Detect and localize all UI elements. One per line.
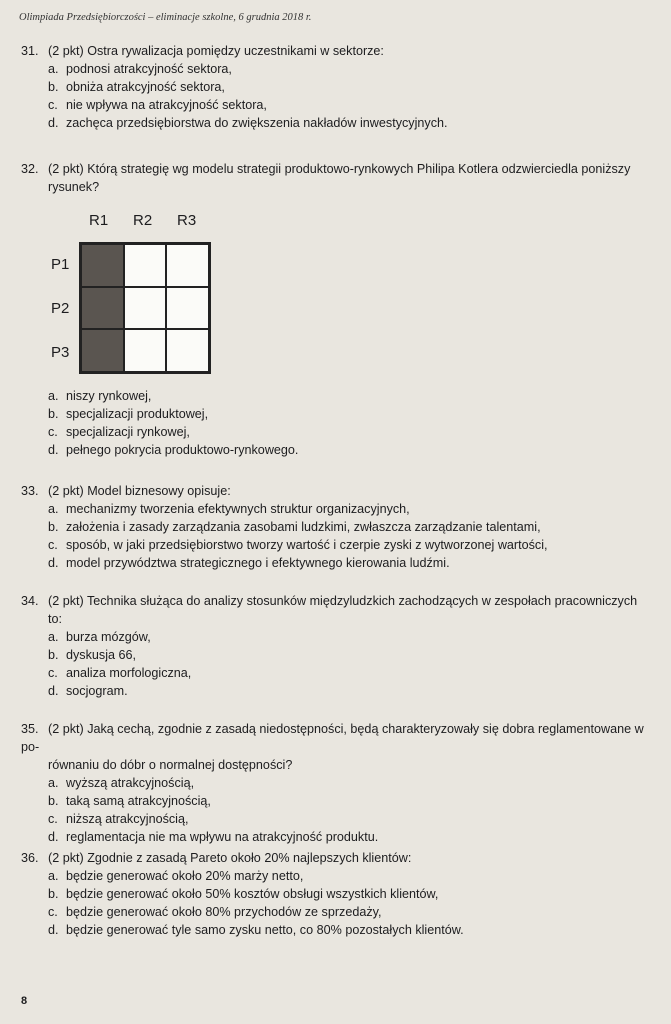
option-c: c. analiza morfologiczna, [48,666,192,680]
question-36 [21,849,661,939]
question-stem: 36. (2 pkt) Zgodnie z zasadą Pareto około 20% najlepszych klientów: [21,851,412,865]
option-d: d. model przywództwa strategicznego i efektywnego kierowania ludźmi. [48,556,450,570]
option-b: b. będzie generować około 50% kosztów obsługi wszystkich klientów, [48,887,439,901]
question-stem: 31. (2 pkt) Ostra rywalizacja pomiędzy uczestnikami w sektorze: [21,44,384,58]
option-b: b. taką samą atrakcyjnością, [48,794,211,808]
option-b: b. założenia i zasady zarządzania zasobami ludzkimi, zwłaszcza zarządzanie talentami, [48,520,541,534]
option-b: b. obniża atrakcyjność sektora, [48,80,225,94]
option-a: a. niszy rynkowej, [48,389,152,403]
matrix-cell-p2-r2 [124,287,167,330]
question-32: 32. (2 pkt) Którą strategię wg modelu strategii produktowo-rynkowych Philipa Kotlera odzwierciedla poniższy rysunek? [21,160,661,196]
matrix-cell-p2-r1 [81,287,124,330]
question-35: 35. (2 pkt) Jaką cechą, zgodnie z zasadą niedostępności, będą charakteryzowały się dobra reglamentowane w po- równaniu do dóbr o normalnej dostępności? a. wyższą atrakcyjnością, b. taką samą atrakcyjnością, c. niższą atrakcyjnością, d. reglamentacja nie ma wpływu na atrakcyjność produktu. [21,720,661,846]
question-number: 32. [21,162,39,176]
product-market-matrix [45,212,225,380]
option-c: c. niższą atrakcyjnością, [48,812,189,826]
matrix-cell-p3-r3 [166,329,209,372]
question-number: 35. [21,722,39,736]
question-31 [21,42,661,132]
matrix-cell-p1-r3 [166,244,209,287]
option-a: a. wyższą atrakcyjnością, [48,776,195,790]
option-b: b. dyskusja 66, [48,648,137,662]
matrix-cell-p1-r2 [124,244,167,287]
matrix-cell-p2-r3 [166,287,209,330]
col-label-r2: R2 [133,212,153,229]
question-stem: 35. (2 pkt) Jaką cechą, zgodnie z zasadą niedostępności, będą charakteryzowały się dobra reglamentowane w po- [21,722,644,754]
matrix-cell-p3-r2 [124,329,167,372]
option-d: d. socjogram. [48,684,128,698]
option-d: d. zachęca przedsiębiorstwa do zwiększenia nakładów inwestycyjnych. [48,116,448,130]
col-label-r3: R3 [177,212,197,229]
question-number: 31. [21,44,39,58]
matrix-cell-p1-r1 [81,244,124,287]
option-d: d. pełnego pokrycia produktowo-rynkowego. [48,443,299,457]
option-c: c. specjalizacji rynkowej, [48,425,190,439]
question-number: 33. [21,484,39,498]
option-a: a. podnosi atrakcyjność sektora, [48,62,232,76]
option-c: c. będzie generować około 80% przychodów ze sprzedaży, [48,905,382,919]
col-label-r1: R1 [89,212,109,229]
page-number: 8 [21,995,28,1007]
option-b: b. specjalizacji produktowej, [48,407,209,421]
question-33 [21,482,661,572]
matrix-grid [79,242,211,374]
option-a: a. będzie generować około 20% marży netto, [48,869,304,883]
question-stem: 34. (2 pkt) Technika służąca do analizy stosunków międzyludzkich zachodzących w zespołach pracowniczych [21,594,638,608]
question-stem: 33. (2 pkt) Model biznesowy opisuje: [21,484,231,498]
option-d: d. reglamentacja nie ma wpływu na atrakcyjność produktu. [48,830,379,844]
question-32-options [21,387,661,459]
option-c: c. sposób, w jaki przedsiębiorstwo tworzy wartość i czerpie zyski z wytworzonej wartości, [48,538,548,552]
row-label-p1: P1 [51,256,70,273]
question-34: 34. (2 pkt) Technika służąca do analizy stosunków międzyludzkich zachodzących w zespołach pracowniczych to: a. burza mózgów, b. dyskusja 66, c. analiza morfologiczna, d. socjogram. [21,592,661,700]
question-stem: 32. (2 pkt) Którą strategię wg modelu strategii produktowo-rynkowych Philipa Kotlera odzwierciedla poniższy [21,162,631,176]
option-a: a. burza mózgów, [48,630,151,644]
option-c: c. nie wpływa na atrakcyjność sektora, [48,98,267,112]
question-number: 34. [21,594,39,608]
option-d: d. będzie generować tyle samo zysku netto, co 80% pozostałych klientów. [48,923,464,937]
row-label-p3: P3 [51,344,70,361]
option-a: a. mechanizmy tworzenia efektywnych struktur organizacyjnych, [48,502,410,516]
row-label-p2: P2 [51,300,70,317]
question-number: 36. [21,851,39,865]
matrix-cell-p3-r1 [81,329,124,372]
page-header: Olimpiada Przedsiębiorczości – eliminacje szkolne, 6 grudnia 2018 r. [19,12,312,23]
